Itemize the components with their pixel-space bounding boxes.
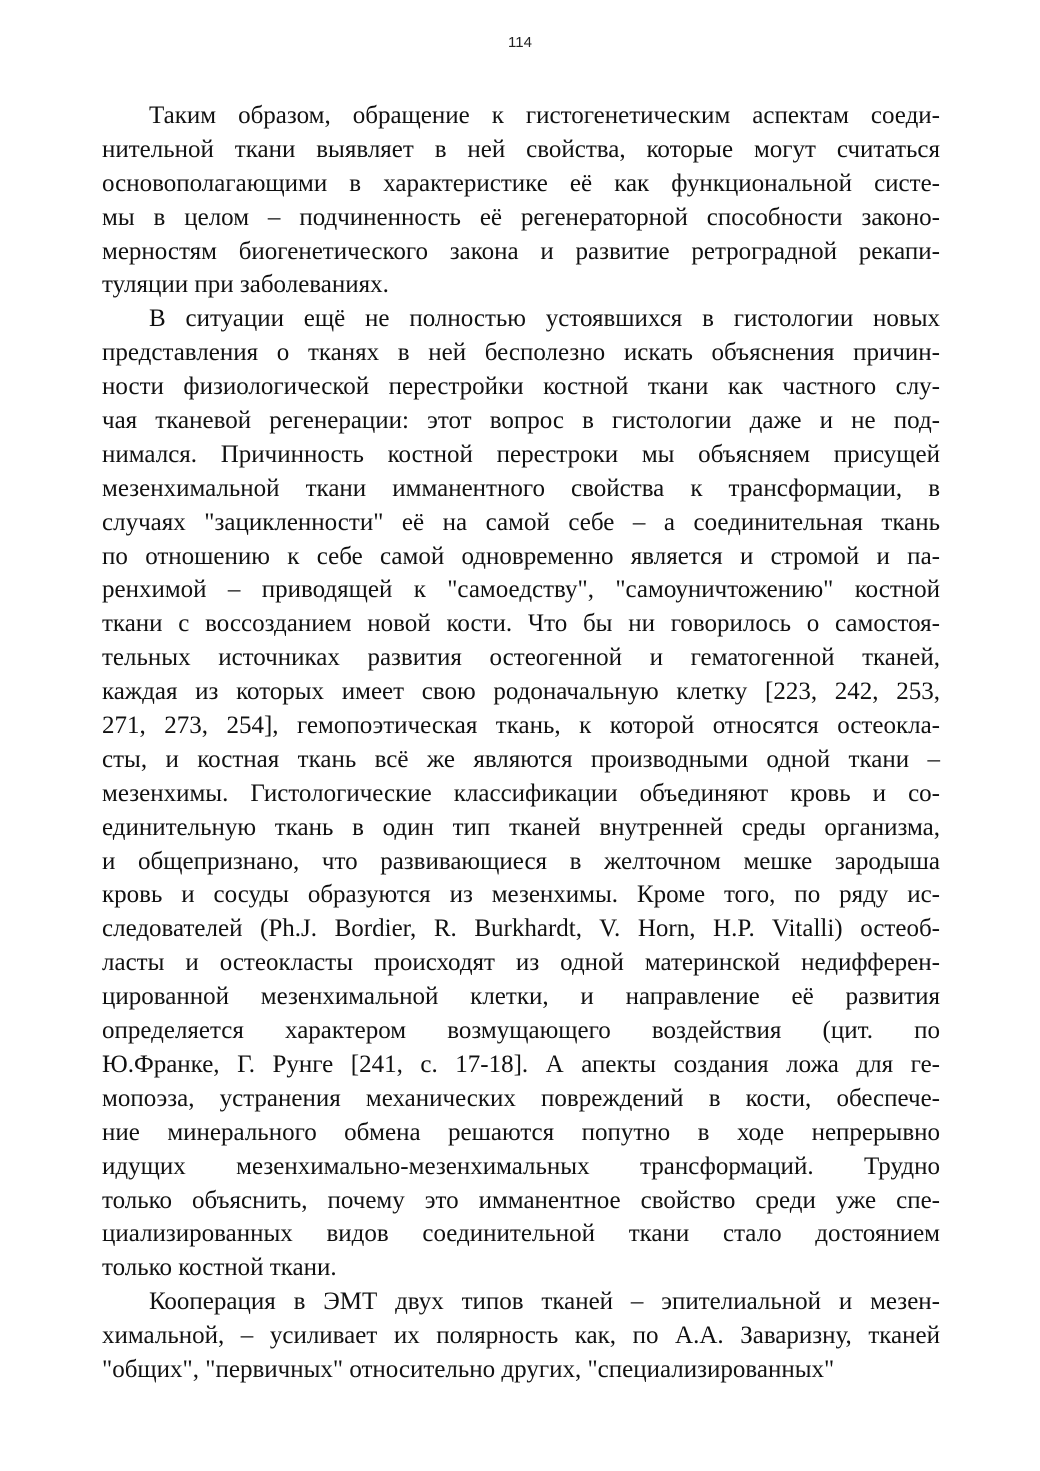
text-line: мопоэза, устранения механических повреждений в кости, обеспече-: [102, 1084, 940, 1112]
text-line: 271, 273, 254], гемопоэтическая ткань, к которой относятся остеокла-: [102, 712, 940, 740]
text-line: ткани с воссозданием новой кости. Что бы ни говорилось о самостоя-: [102, 610, 940, 638]
text-line: тельных источниках развития остеогенной и гематогенной тканей,: [102, 644, 940, 672]
text-line: ласты и остеокласты происходят из одной материнской недифферен-: [102, 949, 940, 977]
text-line: единительную ткань в один тип тканей внутренней среды организма,: [102, 813, 940, 841]
text-line: нимался. Причинность костной перестроки мы объясняем присущей: [102, 440, 940, 468]
text-line: мезенхимы. Гистологические классификации объединяют кровь и со-: [102, 779, 940, 807]
text-line: по отношению к себе самой одновременно является и стромой и па-: [102, 542, 940, 570]
text-line: Кооперация в ЭМТ двух типов тканей – эпителиальной и мезен-: [149, 1288, 940, 1316]
text-line: только объяснить, почему это имманентное свойство среди уже спе-: [102, 1186, 940, 1214]
text-line: нительной ткани выявляет в ней свойства, которые могут считаться: [102, 135, 940, 163]
paragraph: [102, 1285, 940, 1387]
text-line: ности физиологической перестройки костной ткани как частного слу-: [102, 373, 940, 401]
text-line: цированной мезенхимальной клетки, и направление её развития: [102, 983, 940, 1011]
text-line: сты, и костная ткань всё же являются производными одной ткани –: [102, 745, 940, 773]
text-line: основополагающими в характеристике её как функциональной систе-: [102, 169, 940, 197]
text-line: В ситуации ещё не полностью устоявшихся в гистологии новых: [149, 305, 940, 333]
body-text: [102, 99, 940, 1387]
text-line: химальной, – усиливает их полярность как, по А.А. Заваризну, тканей: [102, 1322, 940, 1350]
text-line: мерностям биогенетического закона и развитие ретроградной рекапи-: [102, 237, 940, 265]
text-line: следователей (Ph.J. Bordier, R. Burkhardt, V. Horn, H.P. Vitalli) остеоб-: [102, 915, 940, 943]
text-line: туляции при заболеваниях.: [102, 271, 389, 299]
text-line: кровь и сосуды образуются из мезенхимы. Кроме того, по ряду ис-: [102, 881, 940, 909]
text-line: циализированных видов соединительной ткани стало достоянием: [102, 1220, 940, 1248]
text-line: Таким образом, обращение к гистогенетическим аспектам соеди-: [149, 102, 940, 129]
text-line: только костной ткани.: [102, 1254, 337, 1282]
paragraph: [102, 99, 940, 302]
text-line: ние минерального обмена решаются попутно в ходе непрерывно: [102, 1118, 940, 1146]
text-line: каждая из которых имеет свою родоначальную клетку [223, 242, 253,: [102, 678, 940, 706]
text-line: определяется характером возмущающего воздействия (цит. по: [102, 1017, 940, 1045]
text-line: идущих мезенхимально-мезенхимальных трансформаций. Трудно: [102, 1152, 940, 1180]
text-line: мезенхимальной ткани имманентного свойства к трансформации, в: [102, 474, 940, 502]
text-line: представления о тканях в ней бесполезно искать объяснения причин-: [102, 339, 940, 367]
paragraph: [102, 302, 940, 1285]
text-line: "общих", "первичных" относительно других, "специализированных": [102, 1355, 835, 1383]
text-line: ренхимой – приводящей к "самоедству", "самоуничтожению" костной: [102, 576, 940, 604]
page-number: 114: [508, 34, 532, 51]
text-line: Ю.Франке, Г. Рунге [241, с. 17-18]. А апекты создания ложа для ге-: [102, 1050, 940, 1078]
text-line: случаях "зацикленности" её на самой себе – а соединительная ткань: [102, 508, 940, 536]
text-line: мы в целом – подчиненность её регенераторной способности законо-: [102, 203, 940, 231]
text-line: и общепризнано, что развивающиеся в желточном мешке зародыша: [102, 847, 940, 875]
text-line: чая тканевой регенерации: этот вопрос в гистологии даже и не под-: [102, 407, 940, 435]
